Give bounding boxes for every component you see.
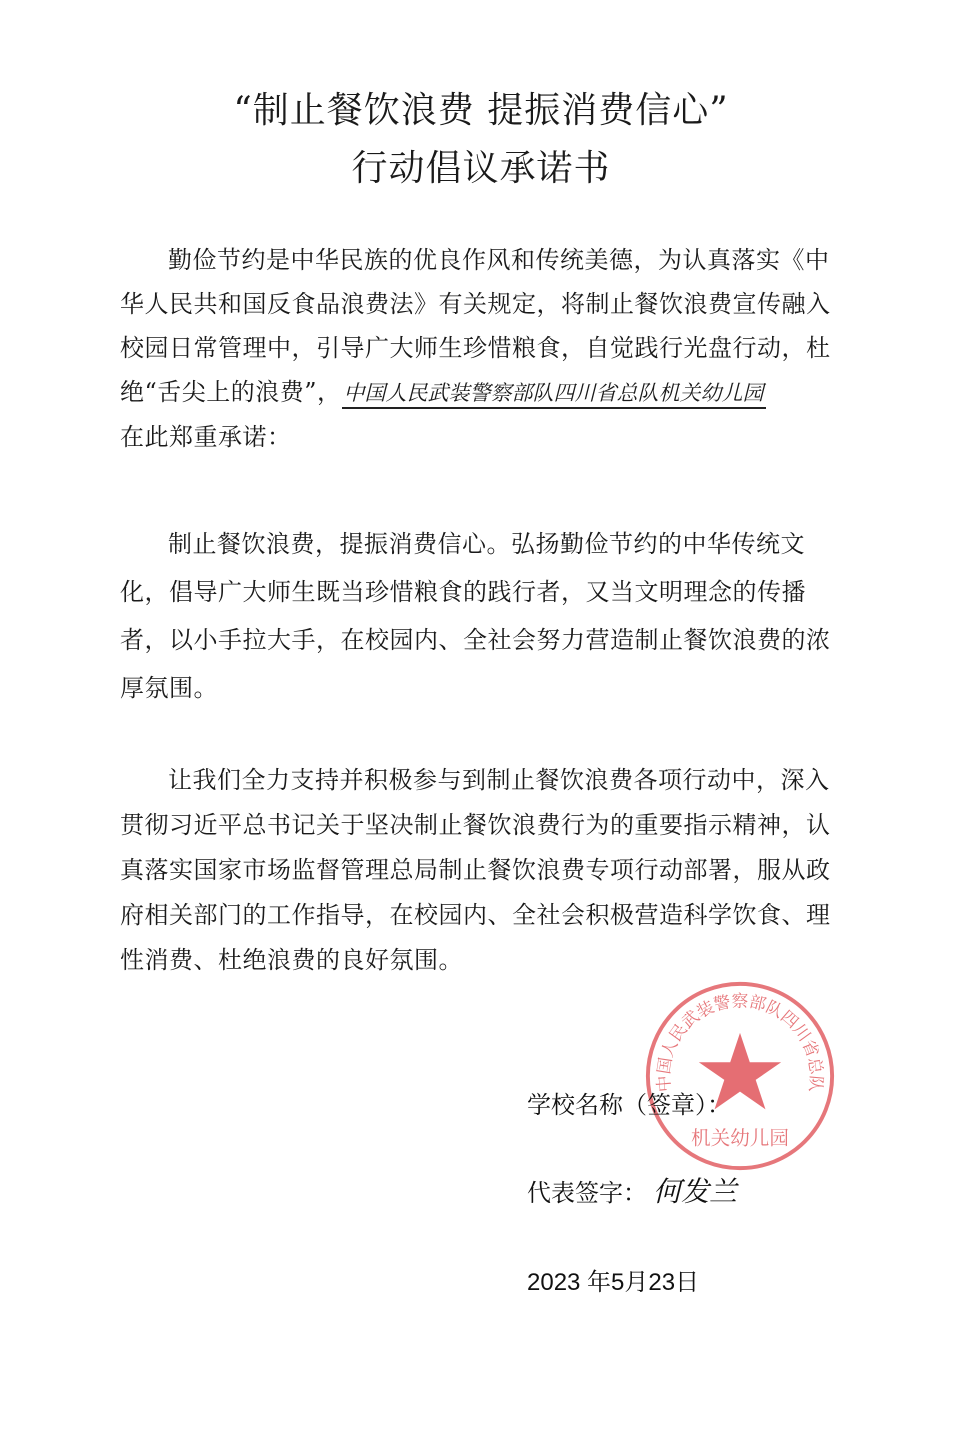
representative-line: [527, 1170, 737, 1210]
paragraph-action: [120, 758, 840, 983]
intro-text: 勤俭节约是中华民族的优良作风和传统美德，为认真落实《中华人民共和国反食品浪费法》有关规定，将制止餐饮浪费宣传融入校园日常管理中，引导广大师生珍惜粮食，自觉践行光盘行动，杜绝“舌尖上的浪费”，: [120, 246, 831, 406]
seal-inner-text: 机关幼儿园: [691, 1126, 789, 1150]
handwritten-signature: 何发兰: [653, 1175, 738, 1208]
action-text: 让我们全力支持并积极参与到制止餐饮浪费各项行动中，深入贯彻习近平总书记关于坚决制止餐饮浪费行为的重要指示精神，认真落实国家市场监督管理总局制止餐饮浪费专项行动部署，服从政府相关部门的工作指导，在校园内、全社会积极营造科学饮食、理性消费、杜绝浪费的良好氛围。: [120, 766, 831, 974]
seal-outer-text: 中国人民武装警察部队四川省总队: [654, 991, 826, 1093]
handwritten-school-name: 中国人民武装警察部队四川省总队机关幼儿园: [342, 381, 766, 409]
commitment-text: 制止餐饮浪费，提振消费信心。弘扬勤俭节约的中华传统文化，倡导广大师生既当珍惜粮食的践行者，又当文明理念的传播者，以小手拉大手，在校园内、全社会努力营造制止餐饮浪费的浓厚氛围。: [120, 530, 831, 702]
official-seal: [642, 978, 838, 1174]
representative-label: 代表签字：: [527, 1180, 647, 1207]
intro-commit-text: 在此郑重承诺：: [120, 423, 292, 451]
document-title-line1: “制止餐饮浪费 提振消费信心”: [233, 90, 729, 131]
document-title-line2: 行动倡议承诺书: [351, 148, 611, 189]
school-name-label: 学校名称（签章）：: [527, 1092, 731, 1119]
signing-date: 2023 年5月23日: [527, 1269, 700, 1296]
paragraph-intro: [120, 238, 840, 459]
paragraph-commitment: [120, 520, 840, 712]
